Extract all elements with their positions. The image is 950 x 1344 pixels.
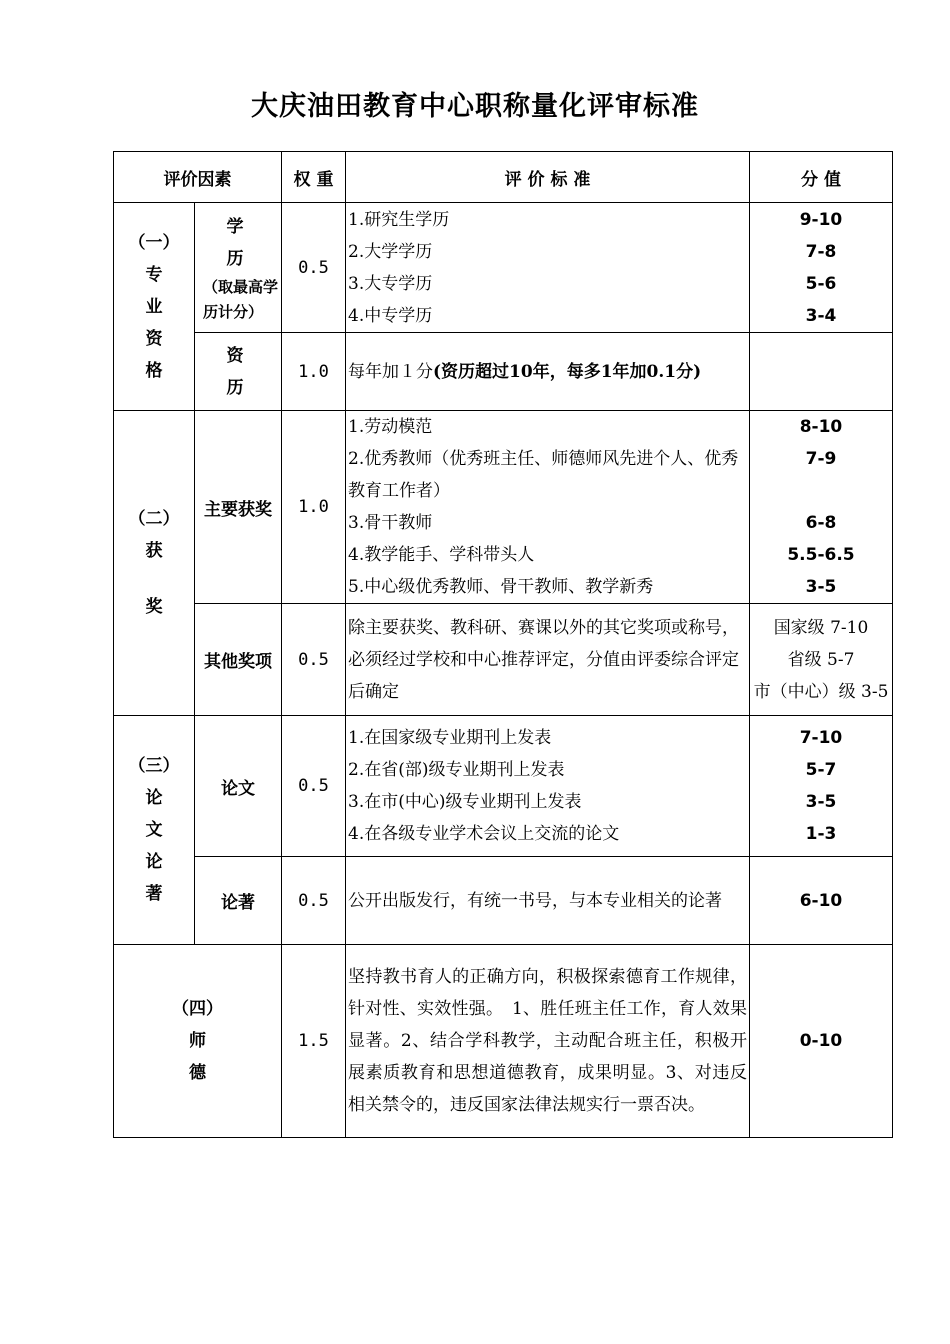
score-seniority (750, 333, 893, 411)
weight-monographs: 0.5 (282, 857, 346, 945)
category-awards: （二） 获 奖 (114, 411, 195, 716)
category-papers: （三） 论 文 论 著 (114, 716, 195, 945)
score-main-awards: 8-10 7-9 6-8 5.5-6.5 3-5 (750, 411, 893, 604)
weight-education: 0.5 (282, 203, 346, 333)
criteria-ethics: 坚持教书育人的正确方向，积极探索德育工作规律，针对性、实效性强。 1、胜任班主任工作，育人效果显著。2、结合学科教学，主动配合班主任，积极开展素质教育和思想道德教育，成果明显。3、对违反相关禁令的，违反国家法律法规实行一票否决。 (346, 945, 750, 1138)
table-row (114, 604, 893, 716)
criteria-main-awards: 1.劳动模范 2.优秀教师（优秀班主任、师德师风先进个人、优秀教育工作者） 3.骨干教师 4.教学能手、学科带头人 5.中心级优秀教师、骨干教师、教学新秀 (346, 411, 750, 604)
header-criteria: 评 价 标 准 (346, 152, 750, 203)
weight-seniority: 1.0 (282, 333, 346, 411)
table-row (114, 203, 893, 333)
score-education: 9-10 7-8 5-6 3-4 (750, 203, 893, 333)
weight-main-awards: 1.0 (282, 411, 346, 604)
sub-main-awards: 主要获奖 (195, 411, 282, 604)
sub-other-awards: 其他奖项 (195, 604, 282, 716)
sub-papers: 论文 (195, 716, 282, 857)
category-ethics: （四） 师 德 (114, 945, 282, 1138)
weight-other-awards: 0.5 (282, 604, 346, 716)
header-score: 分 值 (750, 152, 893, 203)
weight-papers: 0.5 (282, 716, 346, 857)
page-title: 大庆油田教育中心职称量化评审标准 (251, 91, 699, 122)
sub-monographs: 论著 (195, 857, 282, 945)
criteria-education: 1.研究生学历 2.大学学历 3.大专学历 4.中专学历 (346, 203, 750, 333)
table-header-row (114, 152, 893, 203)
weight-ethics: 1.5 (282, 945, 346, 1138)
category-qualification: （一） 专 业 资 格 (114, 203, 195, 411)
evaluation-table (113, 151, 893, 1138)
sub-education: 学 历 （取最高学历计分） (195, 203, 282, 333)
score-monographs: 6-10 (750, 857, 893, 945)
header-factor: 评价因素 (114, 152, 282, 203)
table-row (114, 716, 893, 857)
sub-seniority: 资 历 (195, 333, 282, 411)
criteria-monographs: 公开出版发行，有统一书号，与本专业相关的论著 (346, 857, 750, 945)
table-row (114, 411, 893, 604)
criteria-papers: 1.在国家级专业期刊上发表 2.在省(部)级专业期刊上发表 3.在市(中心)级专业期刊上发表 4.在各级专业学术会议上交流的论文 (346, 716, 750, 857)
criteria-other-awards: 除主要获奖、教科研、赛课以外的其它奖项或称号，必须经过学校和中心推荐评定，分值由评委综合评定后确定 (346, 604, 750, 716)
header-weight: 权 重 (282, 152, 346, 203)
table-row (114, 857, 893, 945)
score-other-awards: 国家级 7-10 省级 5-7 市（中心）级 3-5 (750, 604, 893, 716)
score-ethics: 0-10 (750, 945, 893, 1138)
table-row (114, 333, 893, 411)
table-row (114, 945, 893, 1138)
criteria-seniority: 每年加１分(资历超过10年，每多1年加0.1分) (346, 333, 750, 411)
score-papers: 7-10 5-7 3-5 1-3 (750, 716, 893, 857)
